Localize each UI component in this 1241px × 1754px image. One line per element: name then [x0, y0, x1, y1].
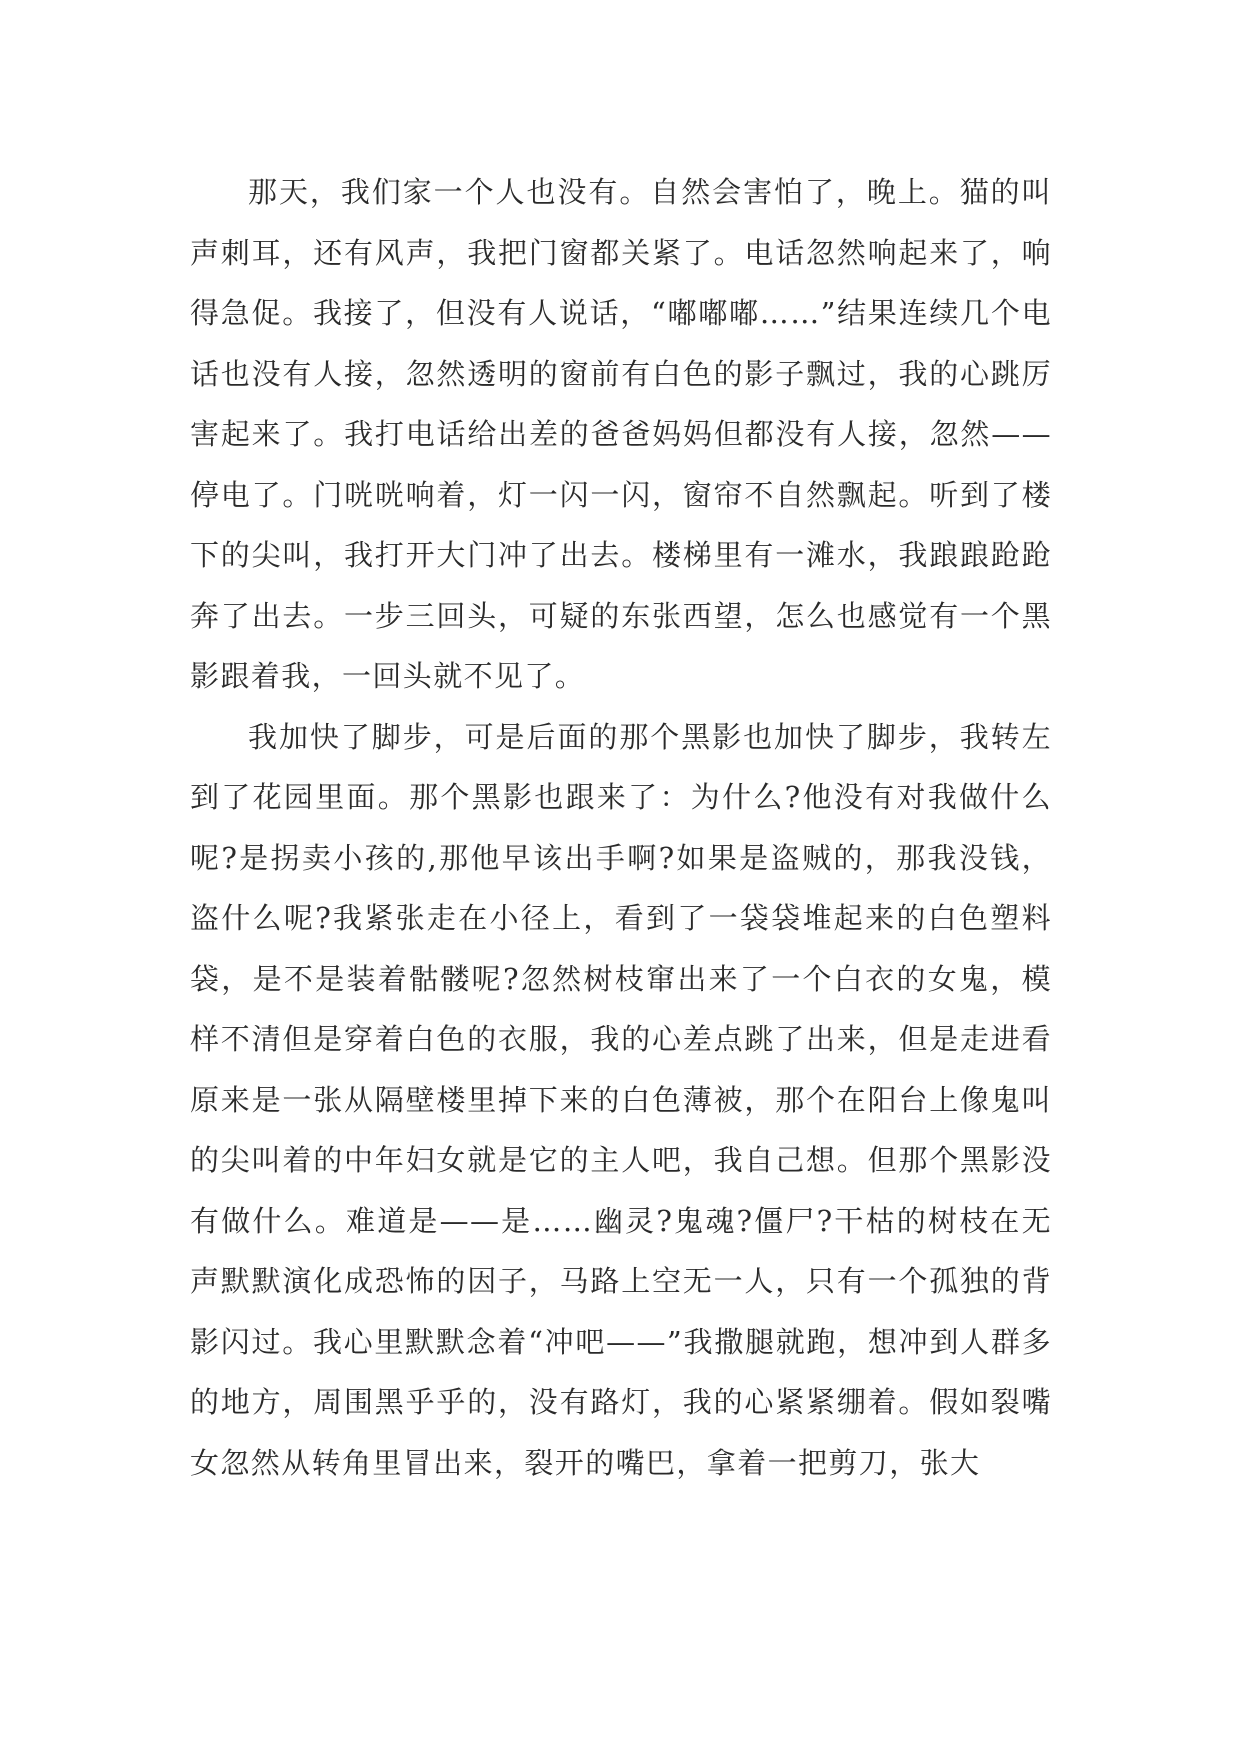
paragraph-1: 那天，我们家一个人也没有。自然会害怕了，晚上。猫的叫声刺耳，还有风声，我把门窗都关紧了。电话忽然响起来了，响得急促。我接了，但没有人说话，“嘟嘟嘟……”结果连续几个电话也没有人接，忽然透明的窗前有白色的影子飘过，我的心跳厉害起来了。我打电话给出差的爸爸妈妈但都没有人接，忽然——停电了。门咣咣响着，灯一闪一闪，窗帘不自然飘起。听到了楼下的尖叫，我打开大门冲了出去。楼梯里有一滩水，我踉踉跄跄奔了出去。一步三回头，可疑的东张西望，怎么也感觉有一个黑影跟着我，一回头就不见了。	[190, 175, 1052, 693]
paragraph-2: 我加快了脚步，可是后面的那个黑影也加快了脚步，我转左到了花园里面。那个黑影也跟来了：为什么?他没有对我做什么呢?是拐卖小孩的,那他早该出手啊?如果是盗贼的，那我没钱，盗什么呢?我紧张走在小径上，看到了一袋袋堆起来的白色塑料袋，是不是装着骷髅呢?忽然树枝窜出来了一个白衣的女鬼，模样不清但是穿着白色的衣服，我的心差点跳了出来，但是走进看原来是一张从隔壁楼里掉下来的白色薄被，那个在阳台上像鬼叫的尖叫着的中年妇女就是它的主人吧，我自己想。但那个黑影没有做什么。难道是——是……幽灵?鬼魂?僵尸?干枯的树枝在无声默默演化成恐怖的因子，马路上空无一人，只有一个孤独的背影闪过。我心里默默念着“冲吧——”我撒腿就跑，想冲到人群多的地方，周围黑乎乎的，没有路灯，我的心紧紧绷着。假如裂嘴女忽然从转角里冒出来，裂开的嘴巴，拿着一把剪刀，张大	[190, 719, 1052, 1480]
body-text	[190, 162, 1052, 1493]
